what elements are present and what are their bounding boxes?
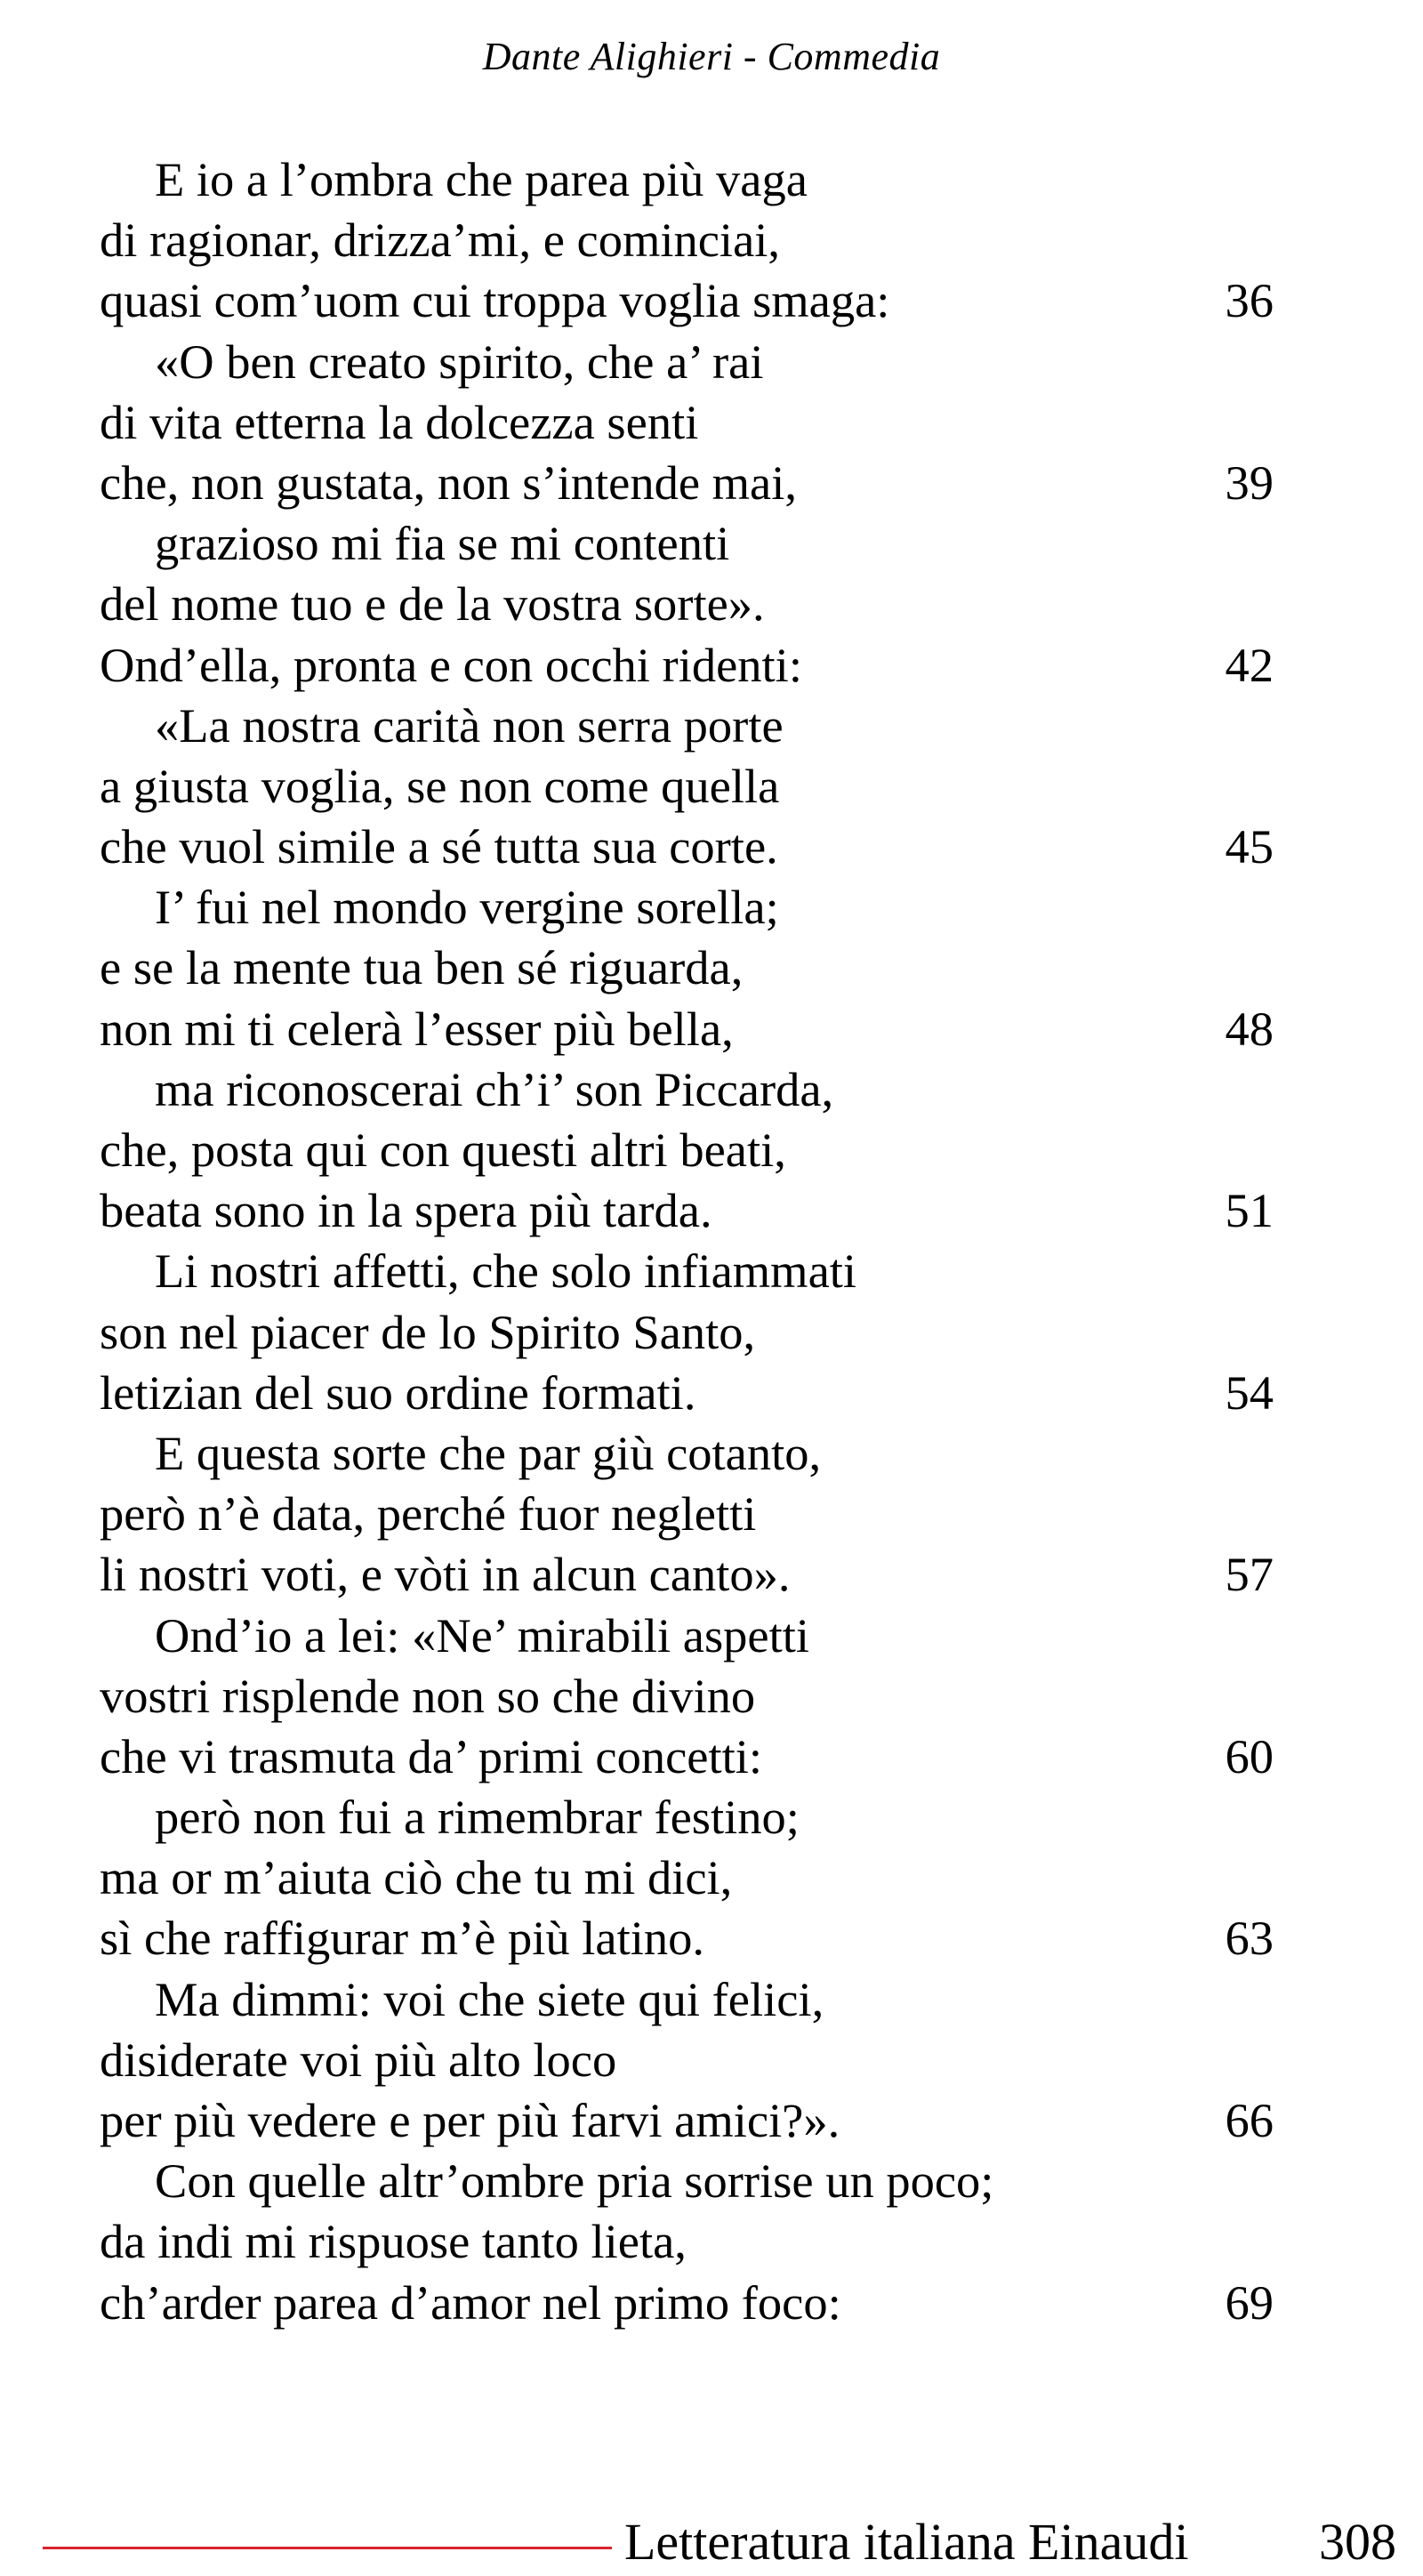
verse-line bbox=[100, 1908, 1274, 1968]
footer-rule bbox=[43, 2547, 612, 2549]
verse-number: 69 bbox=[1225, 2274, 1274, 2330]
verse-number: 39 bbox=[1225, 455, 1274, 510]
verse-text: però n’è data, perché fuor negletti bbox=[100, 1486, 757, 1542]
verse-line bbox=[100, 1847, 1274, 1908]
verse-text: Con quelle altr’ombre pria sorrise un poco; bbox=[155, 2153, 994, 2209]
verse-text: di vita etterna la dolcezza senti bbox=[100, 394, 699, 449]
verse-line bbox=[100, 2090, 1274, 2151]
verse-line bbox=[100, 1666, 1274, 1727]
verse-line bbox=[100, 1180, 1274, 1241]
verse-line bbox=[100, 1423, 1274, 1484]
verse-line bbox=[100, 817, 1274, 877]
verse-line bbox=[100, 938, 1274, 998]
verse-number: 36 bbox=[1225, 273, 1274, 328]
verse-number: 63 bbox=[1225, 1911, 1274, 1966]
verse-text: non mi ti celerà l’esser più bella, bbox=[100, 1001, 734, 1056]
verse-number: 42 bbox=[1225, 637, 1274, 692]
verse-line bbox=[100, 756, 1274, 817]
verse-text: che, posta qui con questi altri beati, bbox=[100, 1123, 786, 1177]
verse-text: che vuol simile a sé tutta sua corte. bbox=[100, 819, 778, 874]
verse-text: da indi mi rispuose tanto lieta, bbox=[100, 2214, 687, 2269]
verse-line bbox=[100, 392, 1274, 453]
verse-text: che, non gustata, non s’intende mai, bbox=[100, 455, 797, 510]
verse-text: I’ fui nel mondo vergine sorella; bbox=[155, 880, 779, 935]
verse-line bbox=[100, 1241, 1274, 1301]
verse-line bbox=[100, 1606, 1274, 1666]
verse-line bbox=[100, 1484, 1274, 1544]
verse-line bbox=[100, 2151, 1274, 2211]
verse-line bbox=[100, 332, 1274, 392]
verse-line bbox=[100, 1727, 1274, 1787]
page-number: 308 bbox=[1319, 2513, 1396, 2571]
verse-text: Li nostri affetti, che solo infiammati bbox=[155, 1244, 857, 1299]
verse-number: 66 bbox=[1225, 2093, 1274, 2147]
verse-line bbox=[100, 453, 1274, 513]
verse-text: beata sono in la spera più tarda. bbox=[100, 1183, 712, 1238]
verse-line bbox=[100, 513, 1274, 574]
verse-line bbox=[100, 1363, 1274, 1423]
verse-text: ma riconoscerai ch’i’ son Piccarda, bbox=[155, 1061, 834, 1116]
verse-line bbox=[100, 270, 1274, 331]
verse-text: E io a l’ombra che parea più vaga bbox=[155, 152, 808, 206]
verse-line bbox=[100, 877, 1274, 938]
verse-text: del nome tuo e de la vostra sorte». bbox=[100, 576, 765, 632]
poem-text bbox=[100, 149, 1274, 2333]
verse-number: 45 bbox=[1225, 819, 1274, 874]
verse-number: 57 bbox=[1225, 1547, 1274, 1602]
verse-text: di ragionar, drizza’mi, e cominciai, bbox=[100, 213, 781, 268]
verse-text: son nel piacer de lo Spirito Santo, bbox=[100, 1304, 756, 1359]
verse-text: li nostri voti, e vòti in alcun canto». bbox=[100, 1547, 791, 1602]
verse-text: per più vedere e per più farvi amici?». bbox=[100, 2093, 840, 2147]
verse-text: quasi com’uom cui troppa voglia smaga: bbox=[100, 273, 890, 328]
verse-text: Ond’ella, pronta e con occhi ridenti: bbox=[100, 637, 802, 692]
running-title: Dante Alighieri - Commedia bbox=[482, 35, 941, 78]
verse-text: che vi trasmuta da’ primi concetti: bbox=[100, 1728, 763, 1783]
verse-text: letizian del suo ordine formati. bbox=[100, 1364, 696, 1420]
verse-line bbox=[100, 1969, 1274, 2030]
verse-text: a giusta voglia, se non come quella bbox=[100, 758, 780, 813]
verse-text: disiderate voi più alto loco bbox=[100, 2032, 617, 2087]
verse-line bbox=[100, 2211, 1274, 2272]
verse-text: e se la mente tua ben sé riguarda, bbox=[100, 940, 744, 995]
verse-text: ch’arder parea d’amor nel primo foco: bbox=[100, 2274, 841, 2330]
verse-number: 60 bbox=[1225, 1728, 1274, 1783]
verse-text: «La nostra carità non serra porte bbox=[155, 697, 784, 753]
verse-line bbox=[100, 149, 1274, 210]
verse-line bbox=[100, 1302, 1274, 1363]
verse-text: Ond’io a lei: «Ne’ mirabili aspetti bbox=[155, 1607, 810, 1662]
verse-text: «O ben creato spirito, che a’ rai bbox=[155, 334, 764, 389]
verse-line bbox=[100, 1787, 1274, 1847]
verse-line bbox=[100, 2273, 1274, 2333]
verse-number: 54 bbox=[1225, 1364, 1274, 1420]
verse-text: grazioso mi fia se mi contenti bbox=[155, 516, 730, 571]
verse-line bbox=[100, 1059, 1274, 1120]
verse-text: ma or m’aiuta ciò che tu mi dici, bbox=[100, 1850, 733, 1905]
publisher-name: Letteratura italiana Einaudi bbox=[624, 2513, 1189, 2571]
verse-line bbox=[100, 1120, 1274, 1180]
verse-line bbox=[100, 1544, 1274, 1605]
verse-line bbox=[100, 2030, 1274, 2090]
verse-line bbox=[100, 210, 1274, 270]
verse-text: vostri risplende non so che divino bbox=[100, 1668, 756, 1723]
verse-line bbox=[100, 696, 1274, 756]
verse-line bbox=[100, 635, 1274, 696]
verse-text: E questa sorte che par giù cotanto, bbox=[155, 1425, 822, 1480]
verse-line bbox=[100, 574, 1274, 634]
verse-text: sì che raffigurar m’è più latino. bbox=[100, 1911, 704, 1966]
page-footer bbox=[0, 2513, 1423, 2576]
verse-number: 48 bbox=[1225, 1001, 1274, 1056]
verse-text: però non fui a rimembrar festino; bbox=[155, 1790, 800, 1845]
verse-line bbox=[100, 999, 1274, 1059]
verse-number: 51 bbox=[1225, 1183, 1274, 1238]
verse-text: Ma dimmi: voi che siete qui felici, bbox=[155, 1971, 824, 2026]
